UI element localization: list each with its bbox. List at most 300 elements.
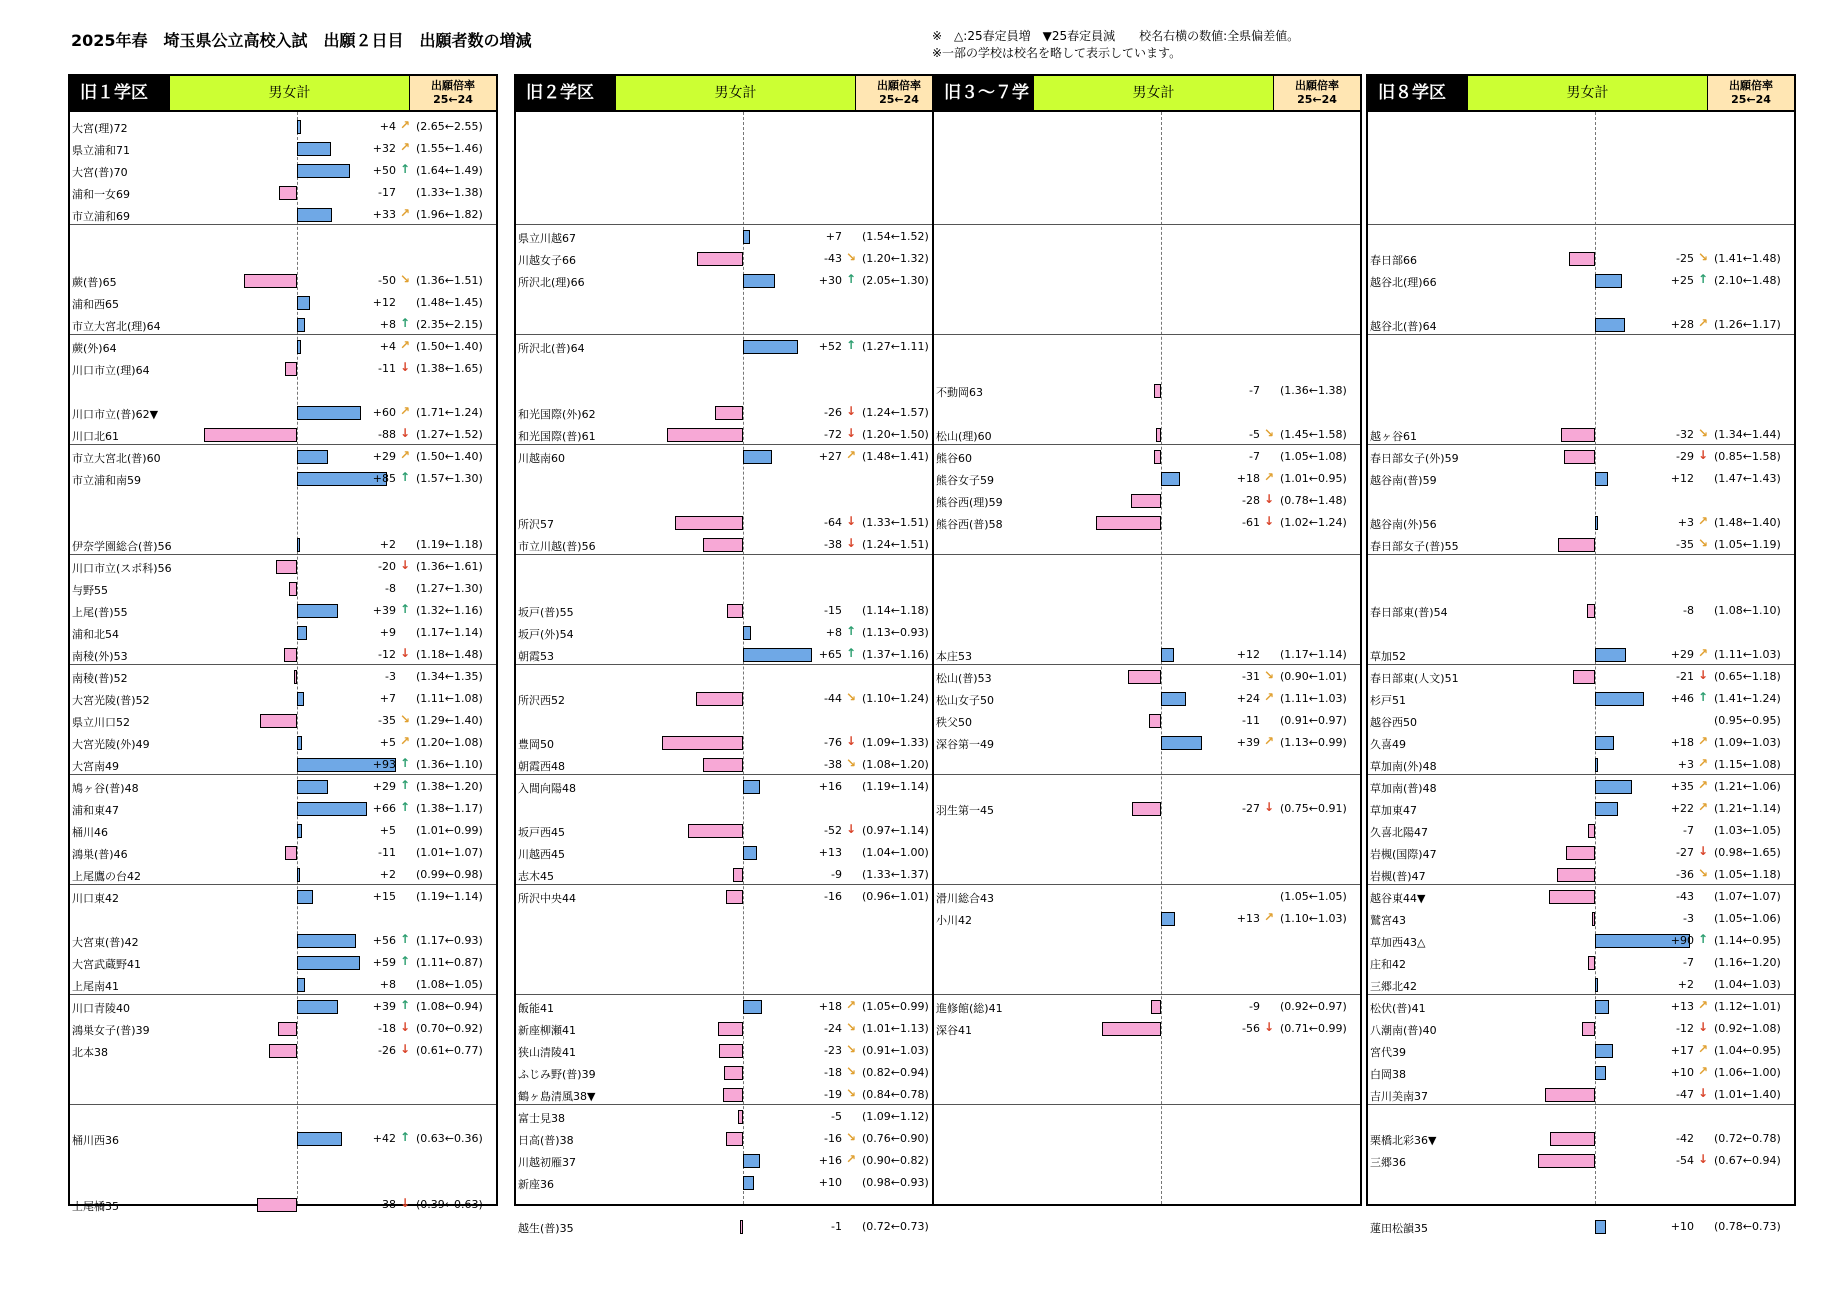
trend-arrow-icon: ↗ — [846, 1152, 857, 1166]
change-bar — [688, 824, 743, 838]
change-value: -52 — [824, 824, 842, 837]
school-name: 鷲宮43 — [1370, 914, 1406, 927]
table-row — [516, 1172, 942, 1194]
change-value: -24 — [824, 1022, 842, 1035]
change-value: +50 — [372, 164, 396, 177]
table-row — [70, 468, 496, 490]
trend-arrow-icon: ↓ — [846, 734, 857, 748]
trend-arrow-icon: ↑ — [400, 954, 411, 968]
change-bar — [743, 340, 798, 354]
ratio-value: (1.57←1.30) — [416, 472, 483, 485]
group-divider — [1368, 224, 1794, 225]
trend-arrow-icon: ↓ — [400, 426, 411, 440]
school-name: 松山(普)53 — [936, 672, 992, 685]
change-value: +29 — [372, 780, 396, 793]
school-name: 所沢北(理)66 — [518, 276, 585, 289]
change-value: -47 — [1676, 1088, 1694, 1101]
school-name: 桶川46 — [72, 826, 108, 839]
ratio-value: (1.45←1.58) — [1280, 428, 1347, 441]
change-bar — [1154, 450, 1161, 464]
ratio-column-label — [410, 76, 496, 110]
school-name: 所沢中央44 — [518, 892, 576, 905]
ratio-value: (1.14←0.95) — [1714, 934, 1781, 947]
change-value: -21 — [1676, 670, 1694, 683]
trend-arrow-icon: ↗ — [400, 734, 411, 748]
school-name: 草加西43△ — [1370, 936, 1426, 949]
trend-arrow-icon: ↘ — [1698, 250, 1709, 264]
ratio-value: (1.38←1.17) — [416, 802, 483, 815]
change-bar — [297, 890, 313, 904]
table-row — [70, 116, 496, 138]
ratio-value: (1.15←1.08) — [1714, 758, 1781, 771]
change-bar — [285, 846, 297, 860]
change-value: +3 — [1677, 758, 1694, 771]
school-name: ふじみ野(普)39 — [518, 1068, 596, 1081]
trend-arrow-icon: ↓ — [846, 514, 857, 528]
school-name: 川口市立(スポ科)56 — [72, 562, 172, 575]
ratio-value: (1.20←1.32) — [862, 252, 929, 265]
ratio-value: (0.96←1.01) — [862, 890, 929, 903]
table-row — [1368, 1084, 1794, 1106]
school-name: 新座柳瀬41 — [518, 1024, 576, 1037]
group-divider — [934, 334, 1360, 335]
change-value: +8 — [825, 626, 842, 639]
school-name: 所沢西52 — [518, 694, 565, 707]
total-column-label: 男女計 — [1468, 76, 1708, 110]
change-bar — [297, 538, 300, 552]
change-value: -11 — [378, 846, 396, 859]
change-bar — [1587, 604, 1595, 618]
change-bar — [297, 450, 328, 464]
trend-arrow-icon: ↓ — [400, 1042, 411, 1056]
school-name: 入間向陽48 — [518, 782, 576, 795]
change-bar — [723, 1088, 743, 1102]
table-row — [70, 578, 496, 600]
ratio-value: (1.17←1.14) — [416, 626, 483, 639]
trend-arrow-icon: ↑ — [400, 756, 411, 770]
ratio-value: (1.05←1.18) — [1714, 868, 1781, 881]
trend-arrow-icon: ↗ — [1264, 910, 1275, 924]
ratio-value: (1.08←1.05) — [416, 978, 483, 991]
table-row — [70, 556, 496, 578]
change-value: -8 — [1683, 604, 1694, 617]
change-value: +90 — [1670, 934, 1694, 947]
note-line-1: ※ △:25春定員増 ▼25春定員減 校名右横の数値:全県偏差値。 — [932, 29, 1300, 43]
trend-arrow-icon: ↓ — [846, 404, 857, 418]
school-name: 浦和西65 — [72, 298, 119, 311]
change-bar — [743, 846, 757, 860]
school-name: 大宮(理)72 — [72, 122, 128, 135]
table-row — [70, 204, 496, 226]
change-bar — [1595, 472, 1608, 486]
trend-arrow-icon: ↘ — [1698, 426, 1709, 440]
change-bar — [284, 648, 297, 662]
school-name: 川口市立(理)64 — [72, 364, 150, 377]
change-bar — [1564, 450, 1595, 464]
school-name: 富士見38 — [518, 1112, 565, 1125]
ratio-value: (1.08←1.10) — [1714, 604, 1781, 617]
table-row — [1368, 600, 1794, 622]
change-value: -38 — [378, 1198, 396, 1211]
table-row — [516, 534, 942, 556]
change-value: +13 — [1670, 1000, 1694, 1013]
group-divider — [516, 334, 942, 335]
school-name: 岩槻(国際)47 — [1370, 848, 1437, 861]
school-name: 大宮武蔵野41 — [72, 958, 141, 971]
district-panel — [932, 74, 1362, 1206]
ratio-value: (1.10←1.24) — [862, 692, 929, 705]
change-bar — [1538, 1154, 1595, 1168]
change-bar — [743, 648, 812, 662]
school-name: 浦和一女69 — [72, 188, 130, 201]
change-bar — [244, 274, 297, 288]
school-name: 羽生第一45 — [936, 804, 994, 817]
change-value: +22 — [1670, 802, 1694, 815]
group-divider — [934, 884, 1360, 885]
ratio-value: (1.20←1.08) — [416, 736, 483, 749]
table-row — [516, 336, 942, 358]
trend-arrow-icon: ↓ — [400, 558, 411, 572]
school-name: 白岡38 — [1370, 1068, 1406, 1081]
trend-arrow-icon: ↗ — [846, 998, 857, 1012]
ratio-column-label — [1274, 76, 1360, 110]
ratio-value: (1.29←1.40) — [416, 714, 483, 727]
trend-arrow-icon: ↓ — [1698, 1152, 1709, 1166]
table-row — [516, 622, 942, 644]
school-name: 熊谷60 — [936, 452, 972, 465]
table-row — [516, 1062, 942, 1084]
ratio-value: (0.90←1.01) — [1280, 670, 1347, 683]
change-value: +29 — [1670, 648, 1694, 661]
school-name: 久喜北陽47 — [1370, 826, 1428, 839]
school-name: 不動岡63 — [936, 386, 983, 399]
school-name: 市立浦和南59 — [72, 474, 141, 487]
table-row — [70, 1128, 496, 1150]
ratio-value: (0.39←0.63) — [416, 1198, 483, 1211]
table-row — [934, 908, 1360, 930]
change-bar — [718, 1022, 743, 1036]
change-value: +12 — [1670, 472, 1694, 485]
change-bar — [1595, 692, 1644, 706]
total-column-label: 男女計 — [616, 76, 856, 110]
change-value: -17 — [378, 186, 396, 199]
ratio-value: (1.05←1.06) — [1714, 912, 1781, 925]
trend-arrow-icon: ↗ — [1698, 1064, 1709, 1078]
change-value: -35 — [378, 714, 396, 727]
table-row — [1368, 864, 1794, 886]
trend-arrow-icon: ↑ — [400, 800, 411, 814]
ratio-value: (1.48←1.45) — [416, 296, 483, 309]
change-value: -23 — [824, 1044, 842, 1057]
school-name: 庄和42 — [1370, 958, 1406, 971]
change-bar — [1566, 846, 1595, 860]
ratio-value: (1.17←0.93) — [416, 934, 483, 947]
school-name: 北本38 — [72, 1046, 108, 1059]
trend-arrow-icon: ↓ — [846, 536, 857, 550]
ratio-value: (1.11←1.03) — [1714, 648, 1781, 661]
school-name: 市立浦和69 — [72, 210, 130, 223]
table-row — [934, 710, 1360, 732]
change-value: -27 — [1242, 802, 1260, 815]
ratio-value: (0.98←1.65) — [1714, 846, 1781, 859]
table-row — [1368, 1018, 1794, 1040]
trend-arrow-icon: ↘ — [400, 712, 411, 726]
ratio-value: (1.37←1.16) — [862, 648, 929, 661]
ratio-value: (1.04←1.03) — [1714, 978, 1781, 991]
change-bar — [1161, 472, 1180, 486]
table-row — [70, 534, 496, 556]
school-name: 三郷北42 — [1370, 980, 1417, 993]
ratio-value: (0.67←0.94) — [1714, 1154, 1781, 1167]
change-value: +56 — [372, 934, 396, 947]
school-name: 深谷第一49 — [936, 738, 994, 751]
ratio-value: (1.07←1.07) — [1714, 890, 1781, 903]
table-row — [1368, 1040, 1794, 1062]
trend-arrow-icon: ↓ — [1264, 492, 1275, 506]
ratio-value: (1.10←1.03) — [1280, 912, 1347, 925]
table-row — [70, 798, 496, 820]
ratio-value: (1.36←1.10) — [416, 758, 483, 771]
change-bar — [269, 1044, 297, 1058]
table-row — [1368, 930, 1794, 952]
group-divider — [934, 554, 1360, 555]
ratio-title: 出願倍率 — [431, 79, 475, 92]
change-value: -61 — [1242, 516, 1260, 529]
change-bar — [675, 516, 743, 530]
table-row — [1368, 996, 1794, 1018]
table-row — [516, 754, 942, 776]
ratio-value: (1.26←1.17) — [1714, 318, 1781, 331]
ratio-value: (1.38←1.65) — [416, 362, 483, 375]
table-row — [70, 996, 496, 1018]
table-row — [1368, 1062, 1794, 1084]
change-bar — [1569, 252, 1596, 266]
trend-arrow-icon: ↓ — [1698, 1086, 1709, 1100]
table-row — [1368, 820, 1794, 842]
ratio-value: (1.02←1.24) — [1280, 516, 1347, 529]
school-name: 深谷41 — [936, 1024, 972, 1037]
trend-arrow-icon: ↘ — [846, 756, 857, 770]
table-row — [1368, 952, 1794, 974]
school-name: 吉川美南37 — [1370, 1090, 1428, 1103]
trend-arrow-icon: ↓ — [400, 646, 411, 660]
change-bar — [667, 428, 743, 442]
school-name: 三郷36 — [1370, 1156, 1406, 1169]
change-value: -29 — [1676, 450, 1694, 463]
school-name: 市立大宮北(理)64 — [72, 320, 161, 333]
school-name: 上尾(普)55 — [72, 606, 128, 619]
school-name: 川越初雁37 — [518, 1156, 576, 1169]
change-value: +8 — [379, 978, 396, 991]
table-row — [516, 1018, 942, 1040]
ratio-value: (1.19←1.14) — [416, 890, 483, 903]
ratio-value: (2.65←2.55) — [416, 120, 483, 133]
trend-arrow-icon: ↓ — [846, 426, 857, 440]
ratio-value: (0.82←0.94) — [862, 1066, 929, 1079]
table-row — [934, 644, 1360, 666]
change-bar — [1595, 1066, 1606, 1080]
change-value: -56 — [1242, 1022, 1260, 1035]
change-value: -88 — [378, 428, 396, 441]
change-value: +18 — [1236, 472, 1260, 485]
ratio-value: (0.97←1.14) — [862, 824, 929, 837]
trend-arrow-icon: ↗ — [1698, 514, 1709, 528]
change-bar — [726, 1132, 743, 1146]
change-bar — [1161, 692, 1186, 706]
school-name: 志木45 — [518, 870, 554, 883]
ratio-value: (1.09←1.33) — [862, 736, 929, 749]
change-value: -5 — [831, 1110, 842, 1123]
table-row — [516, 1040, 942, 1062]
school-name: 川口北61 — [72, 430, 119, 443]
table-row — [1368, 688, 1794, 710]
change-bar — [1595, 780, 1632, 794]
table-row — [516, 820, 942, 842]
school-name: 朝霞53 — [518, 650, 554, 663]
change-value: +32 — [372, 142, 396, 155]
ratio-subtitle: 25←24 — [1297, 93, 1337, 106]
school-name: 草加南(外)48 — [1370, 760, 1437, 773]
change-bar — [1151, 1000, 1161, 1014]
ratio-value: (2.05←1.30) — [862, 274, 929, 287]
ratio-subtitle: 25←24 — [433, 93, 473, 106]
trend-arrow-icon: ↓ — [1698, 448, 1709, 462]
change-value: -38 — [824, 538, 842, 551]
school-name: 松山(理)60 — [936, 430, 992, 443]
ratio-value: (1.18←1.48) — [416, 648, 483, 661]
trend-arrow-icon: ↑ — [400, 778, 411, 792]
change-bar — [297, 604, 338, 618]
change-value: +12 — [372, 296, 396, 309]
change-value: +10 — [818, 1176, 842, 1189]
change-value: +16 — [818, 1154, 842, 1167]
change-bar — [297, 296, 310, 310]
change-value: -42 — [1676, 1132, 1694, 1145]
change-value: +5 — [379, 824, 396, 837]
change-bar — [1595, 1220, 1606, 1234]
table-row — [516, 248, 942, 270]
table-row — [70, 974, 496, 996]
school-name: 越谷北(普)64 — [1370, 320, 1437, 333]
table-row — [934, 886, 1360, 908]
change-bar — [297, 164, 350, 178]
trend-arrow-icon: ↑ — [1698, 932, 1709, 946]
table-row — [70, 710, 496, 732]
table-row — [516, 1128, 942, 1150]
change-bar — [1595, 1000, 1609, 1014]
table-row — [70, 1018, 496, 1040]
school-name: 大宮(普)70 — [72, 166, 128, 179]
trend-arrow-icon: ↑ — [400, 1130, 411, 1144]
table-row — [516, 776, 942, 798]
change-value: +18 — [1670, 736, 1694, 749]
table-row — [70, 314, 496, 336]
trend-arrow-icon: ↗ — [1698, 734, 1709, 748]
ratio-value: (0.90←0.82) — [862, 1154, 929, 1167]
school-name: 熊谷西(普)58 — [936, 518, 1003, 531]
change-value: -9 — [831, 868, 842, 881]
change-value: -12 — [1676, 1022, 1694, 1035]
ratio-value: (1.01←0.95) — [1280, 472, 1347, 485]
change-value: -43 — [1676, 890, 1694, 903]
change-bar — [297, 626, 307, 640]
change-value: +33 — [372, 208, 396, 221]
trend-arrow-icon: ↑ — [400, 932, 411, 946]
trend-arrow-icon: ↗ — [846, 448, 857, 462]
trend-arrow-icon: ↘ — [846, 250, 857, 264]
table-row — [70, 446, 496, 468]
school-name: 熊谷女子59 — [936, 474, 994, 487]
school-name: 越谷西50 — [1370, 716, 1417, 729]
change-bar — [297, 120, 301, 134]
change-bar — [719, 1044, 743, 1058]
table-row — [1368, 248, 1794, 270]
ratio-title: 出願倍率 — [1729, 79, 1773, 92]
change-bar — [1096, 516, 1161, 530]
school-name: 草加南(普)48 — [1370, 782, 1437, 795]
school-name: 鴻巣(普)46 — [72, 848, 128, 861]
school-name: 川口青陵40 — [72, 1002, 130, 1015]
table-row — [934, 1018, 1360, 1040]
trend-arrow-icon: ↗ — [400, 448, 411, 462]
school-name: 久喜49 — [1370, 738, 1406, 751]
change-value: +29 — [372, 450, 396, 463]
change-value: -8 — [385, 582, 396, 595]
change-bar — [1132, 802, 1161, 816]
district-panel — [68, 74, 498, 1213]
table-row — [1368, 842, 1794, 864]
school-name: 越谷北(理)66 — [1370, 276, 1437, 289]
change-value: -26 — [824, 406, 842, 419]
group-divider — [516, 994, 942, 995]
change-value: -18 — [824, 1066, 842, 1079]
change-bar — [1595, 736, 1614, 750]
change-value: +46 — [1670, 692, 1694, 705]
table-row — [1368, 754, 1794, 776]
table-row — [1368, 1128, 1794, 1150]
trend-arrow-icon: ↗ — [1698, 316, 1709, 330]
change-value: -18 — [378, 1022, 396, 1035]
ratio-value: (0.92←1.08) — [1714, 1022, 1781, 1035]
change-bar — [715, 406, 743, 420]
table-row — [516, 1216, 942, 1238]
trend-arrow-icon: ↓ — [400, 1020, 411, 1034]
table-row — [516, 446, 942, 468]
trend-arrow-icon: ↑ — [846, 338, 857, 352]
school-name: 松伏(普)41 — [1370, 1002, 1426, 1015]
change-value: +2 — [1677, 978, 1694, 991]
table-row — [1368, 512, 1794, 534]
change-bar — [738, 1110, 743, 1124]
table-row — [70, 292, 496, 314]
change-value: +8 — [379, 318, 396, 331]
change-value: -36 — [1676, 868, 1694, 881]
change-bar — [696, 692, 743, 706]
school-name: 狭山清陵41 — [518, 1046, 576, 1059]
trend-arrow-icon: ↓ — [1264, 514, 1275, 528]
ratio-value: (1.54←1.52) — [862, 230, 929, 243]
ratio-value: (0.72←0.78) — [1714, 1132, 1781, 1145]
trend-arrow-icon: ↓ — [1698, 668, 1709, 682]
school-name: 坂戸西45 — [518, 826, 565, 839]
change-value: +2 — [379, 868, 396, 881]
table-row — [70, 1194, 496, 1216]
ratio-value: (1.14←1.18) — [862, 604, 929, 617]
legend-notes — [932, 28, 1299, 62]
change-value: +2 — [379, 538, 396, 551]
table-row — [70, 820, 496, 842]
table-row — [1368, 974, 1794, 996]
